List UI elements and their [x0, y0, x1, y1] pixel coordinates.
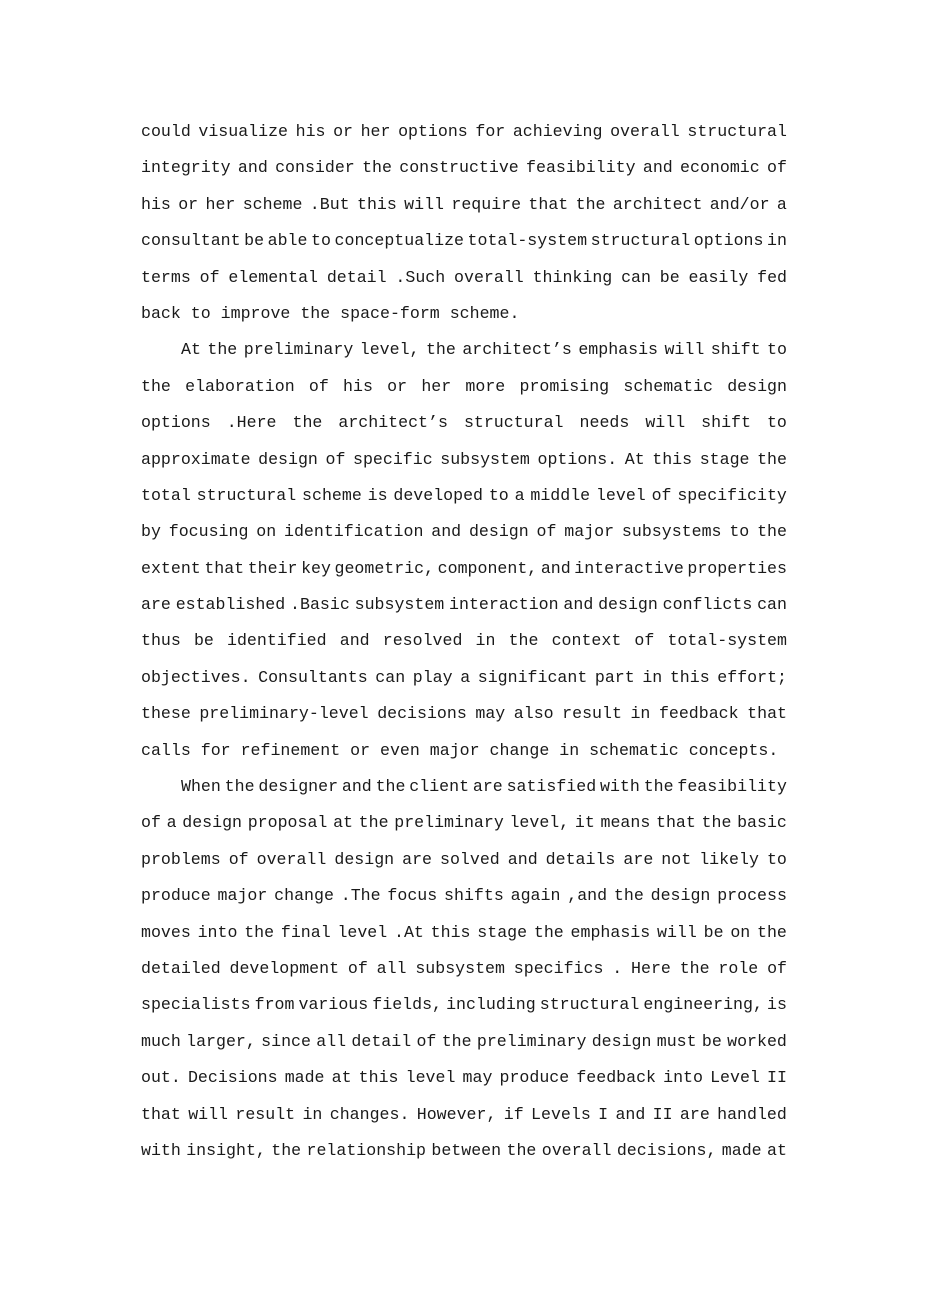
paragraph [141, 114, 787, 332]
text-line: approximate design of specific subsystem options. At this stage the [141, 449, 787, 469]
text-line: of a design proposal at the preliminary level, it means that the basic [141, 813, 787, 833]
text-line: thus be identified and resolved in the context of total-system [141, 631, 787, 651]
text-line: out. Decisions made at this level may produce feedback into Level II [141, 1068, 787, 1088]
text-line: moves into the final level .At this stage the emphasis will be on the [141, 922, 787, 942]
text-line: back to improve the space-form scheme. [141, 303, 520, 323]
text-line: detailed development of all subsystem specifics . Here the role of [141, 958, 787, 978]
text-line: objectives. Consultants can play a significant part in this effort; [141, 667, 787, 687]
text-line: consultant be able to conceptualize total-system structural options in [141, 231, 787, 251]
text-line: by focusing on identification and design of major subsystems to the [141, 522, 787, 542]
paragraph [141, 769, 787, 1169]
text-line: options .Here the architect’s structural needs will shift to [141, 413, 787, 433]
text-line: could visualize his or her options for achieving overall structural [141, 122, 787, 141]
text-line: much larger, since all detail of the preliminary design must be worked [141, 1031, 787, 1051]
text-line: with insight, the relationship between the overall decisions, made at [141, 1140, 787, 1160]
text-line: total structural scheme is developed to a middle level of specificity [141, 485, 787, 505]
text-line: that will result in changes. However, if Levels I and II are handled [141, 1104, 787, 1124]
text-line: At the preliminary level, the architect’s emphasis will shift to [181, 340, 787, 360]
text-line: problems of overall design are solved and details are not likely to [141, 849, 787, 869]
text-line: the elaboration of his or her more promising schematic design [141, 376, 787, 396]
text-line: his or her scheme .But this will require that the architect and/or a [141, 194, 787, 214]
text-line: produce major change .The focus shifts again ,and the design process [141, 886, 787, 906]
text-line: extent that their key geometric, component, and interactive properties [141, 558, 787, 578]
body-text [141, 114, 787, 1169]
text-line: are established .Basic subsystem interaction and design conflicts can [141, 595, 787, 615]
text-line: When the designer and the client are satisfied with the feasibility [181, 777, 787, 797]
text-line: integrity and consider the constructive feasibility and economic of [141, 158, 787, 178]
text-line: calls for refinement or even major change in schematic concepts. [141, 740, 779, 760]
text-line: these preliminary-level decisions may also result in feedback that [141, 704, 787, 724]
text-line: specialists from various fields, including structural engineering, is [141, 995, 787, 1015]
text-line: terms of elemental detail .Such overall thinking can be easily fed [141, 267, 787, 287]
paragraph [141, 332, 787, 769]
